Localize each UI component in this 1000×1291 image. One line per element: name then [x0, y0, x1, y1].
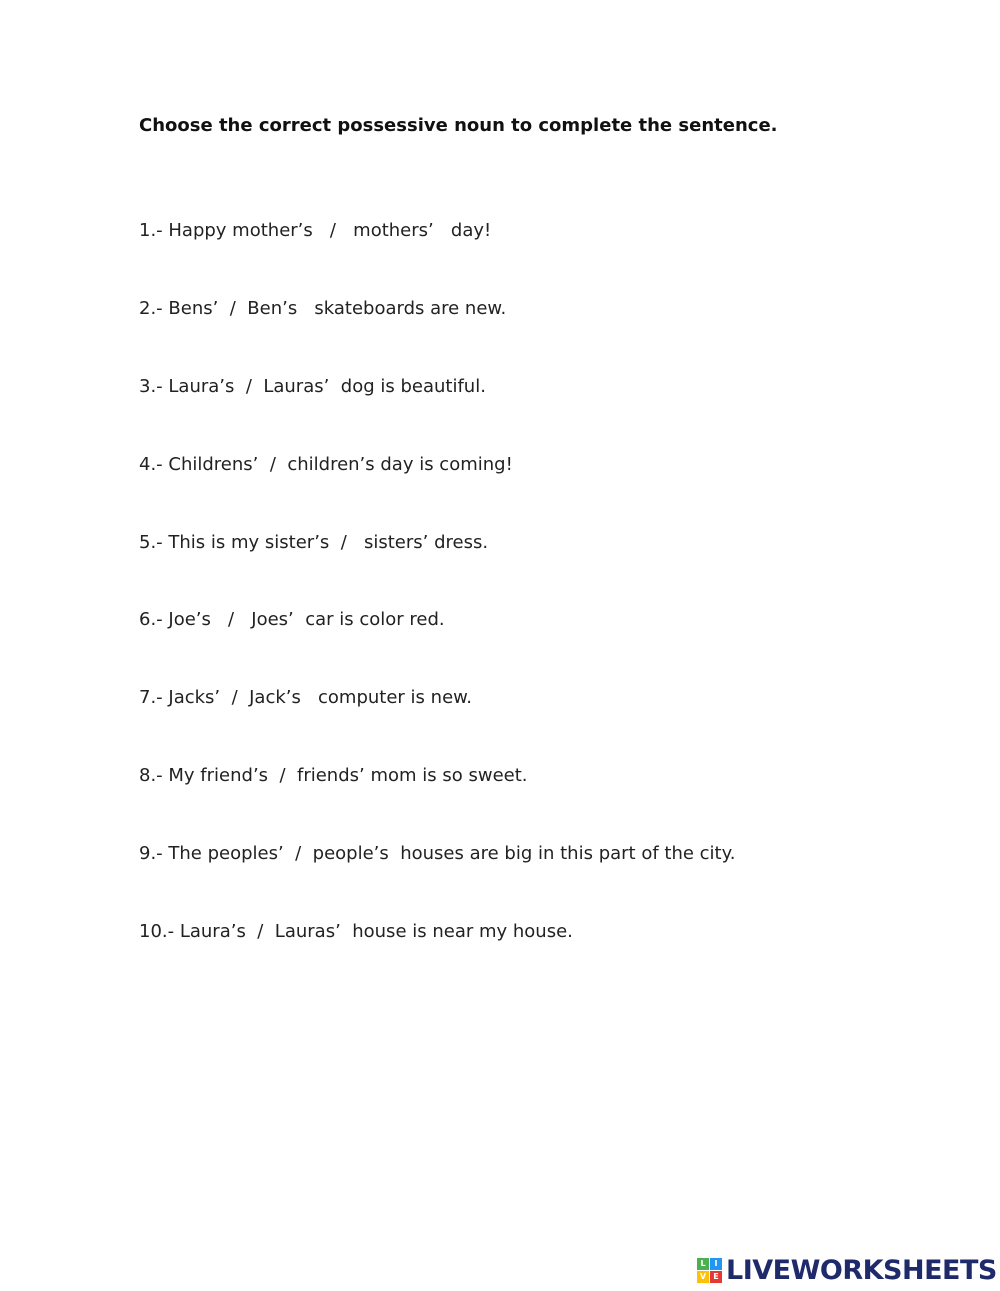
logo-mark-letter: V: [697, 1271, 709, 1283]
question-7: 7.- Jacks’ / Jack’s computer is new.: [139, 687, 472, 709]
instruction-heading: Choose the correct possessive noun to complete the sentence.: [139, 115, 778, 136]
liveworksheets-logo[interactable]: [697, 1254, 997, 1286]
logo-mark-icon: [697, 1258, 722, 1283]
question-list: [139, 218, 735, 997]
question-1: 1.- Happy mother’s / mothers’ day!: [139, 220, 492, 241]
logo-mark-letter: I: [710, 1258, 722, 1270]
question-6: 6.- Joe’s / Joes’ car is color red.: [139, 609, 445, 631]
logo-mark-letter: E: [710, 1271, 722, 1283]
question-3: 3.- Laura’s / Lauras’ dog is beautiful.: [139, 375, 486, 397]
question-8: 8.- My friend’s / friends’ mom is so sweet.: [139, 765, 528, 787]
question-5: 5.- This is my sister’s / sisters’ dress.: [139, 531, 489, 553]
question-9: 9.- The peoples’ / people’s houses are big in this part of the city.: [139, 843, 736, 865]
question-10: 10.- Laura’s / Lauras’ house is near my house.: [139, 921, 573, 943]
question-2: 2.- Bens’ / Ben’s skateboards are new.: [139, 297, 507, 319]
logo-mark-letter: L: [697, 1258, 709, 1270]
question-4: 4.- Childrens’ / children’s day is coming!: [139, 453, 513, 475]
logo-text: LIVEWORKSHEETS: [726, 1254, 997, 1286]
